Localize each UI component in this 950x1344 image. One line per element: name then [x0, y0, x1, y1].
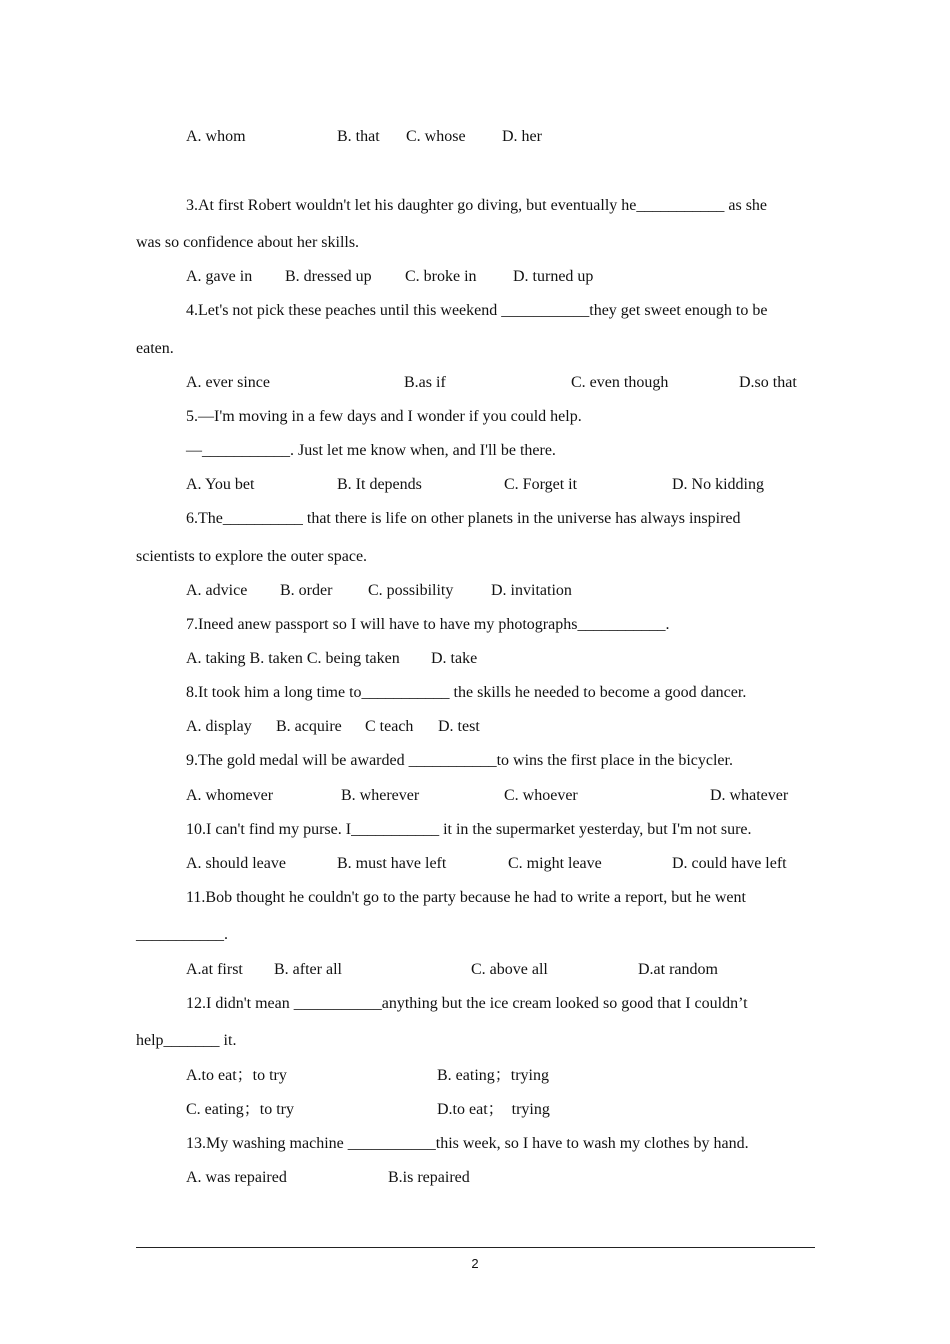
option-a: A. gave in	[186, 268, 253, 285]
option-b: B. acquire	[276, 718, 342, 735]
option-a: A. whomever	[186, 787, 274, 804]
question-6-continuation: scientists to explore the outer space.	[136, 548, 368, 565]
option-a: A. was repaired	[186, 1169, 287, 1186]
option-a: A. advice	[186, 582, 248, 599]
question-10-stem: 10.I can't find my purse. I___________ it in the supermarket yesterday, but I'm not sure.	[186, 821, 752, 838]
option-d: D. her	[502, 128, 542, 145]
question-6-stem: 6.The__________ that there is life on other planets in the universe has always inspired	[186, 510, 741, 527]
option-a: A. whom	[186, 128, 246, 145]
question-13-stem: 13.My washing machine ___________this week, so I have to wash my clothes by hand.	[186, 1135, 749, 1152]
option-d: D. whatever	[710, 787, 789, 804]
option-c: C. above all	[471, 961, 548, 978]
question-5-stem: 5.—I'm moving in a few days and I wonder if you could help.	[186, 408, 582, 425]
option-c: C. whoever	[504, 787, 578, 804]
option-b: B. It depends	[337, 476, 422, 493]
option-a: A. display	[186, 718, 252, 735]
question-8-stem: 8.It took him a long time to___________ the skills he needed to become a good dancer.	[186, 684, 747, 701]
option-d: D. could have left	[672, 855, 787, 872]
option-c: C teach	[365, 718, 414, 735]
option-b: B.as if	[404, 374, 446, 391]
option-a: A. should leave	[186, 855, 286, 872]
question-12-stem: 12.I didn't mean ___________anything but the ice cream looked so good that I couldn’t	[186, 995, 748, 1012]
option-c: C. Forget it	[504, 476, 578, 493]
option-a: A.at first	[186, 961, 243, 978]
option-a: A. You bet	[186, 476, 255, 493]
option-d: D.so that	[739, 374, 797, 391]
option-b: B. that	[337, 128, 380, 145]
option-c: C. eating；to try	[186, 1101, 294, 1118]
option-abc: A. taking B. taken C. being taken	[186, 650, 400, 667]
option-c: C. might leave	[508, 855, 602, 872]
question-3-continuation: was so confidence about her skills.	[136, 234, 360, 251]
option-b: B. eating；trying	[437, 1067, 549, 1084]
question-9-stem: 9.The gold medal will be awarded ___________to wins the first place in the bicycler.	[186, 752, 733, 769]
option-d: D. No kidding	[672, 476, 764, 493]
option-a: A.to eat；to try	[186, 1067, 287, 1084]
option-c: C. whose	[406, 128, 466, 145]
option-b: B. must have left	[337, 855, 447, 872]
page-number: 2	[471, 1256, 479, 1271]
option-a: A. ever since	[186, 374, 270, 391]
option-d: D. turned up	[513, 268, 594, 285]
option-b: B. wherever	[341, 787, 420, 804]
option-b: B. after all	[274, 961, 342, 978]
option-d: D.to eat； trying	[437, 1101, 550, 1118]
question-3-stem: 3.At first Robert wouldn't let his daughter go diving, but eventually he___________ as she	[186, 197, 768, 214]
question-7-stem: 7.Ineed anew passport so I will have to have my photographs___________.	[186, 616, 670, 633]
option-d: D. invitation	[491, 582, 572, 599]
option-d: D. take	[431, 650, 478, 667]
option-c: C. possibility	[368, 582, 454, 599]
option-c: C. even though	[571, 374, 669, 391]
question-4-continuation: eaten.	[136, 340, 174, 357]
option-b: B. order	[280, 582, 333, 599]
option-b: B.is repaired	[388, 1169, 470, 1186]
option-b: B. dressed up	[285, 268, 372, 285]
option-c: C. broke in	[405, 268, 477, 285]
option-d: D. test	[438, 718, 480, 735]
question-12-continuation: help_______ it.	[136, 1032, 237, 1049]
question-11-continuation: ___________.	[136, 926, 228, 943]
footer-divider	[136, 1247, 815, 1248]
question-4-stem: 4.Let's not pick these peaches until this weekend ___________they get sweet enough to be	[186, 302, 768, 319]
option-d: D.at random	[638, 961, 718, 978]
question-11-stem: 11.Bob thought he couldn't go to the party because he had to write a report, but he went	[186, 889, 746, 906]
question-5-reply: —___________. Just let me know when, and I'll be there.	[186, 442, 556, 459]
